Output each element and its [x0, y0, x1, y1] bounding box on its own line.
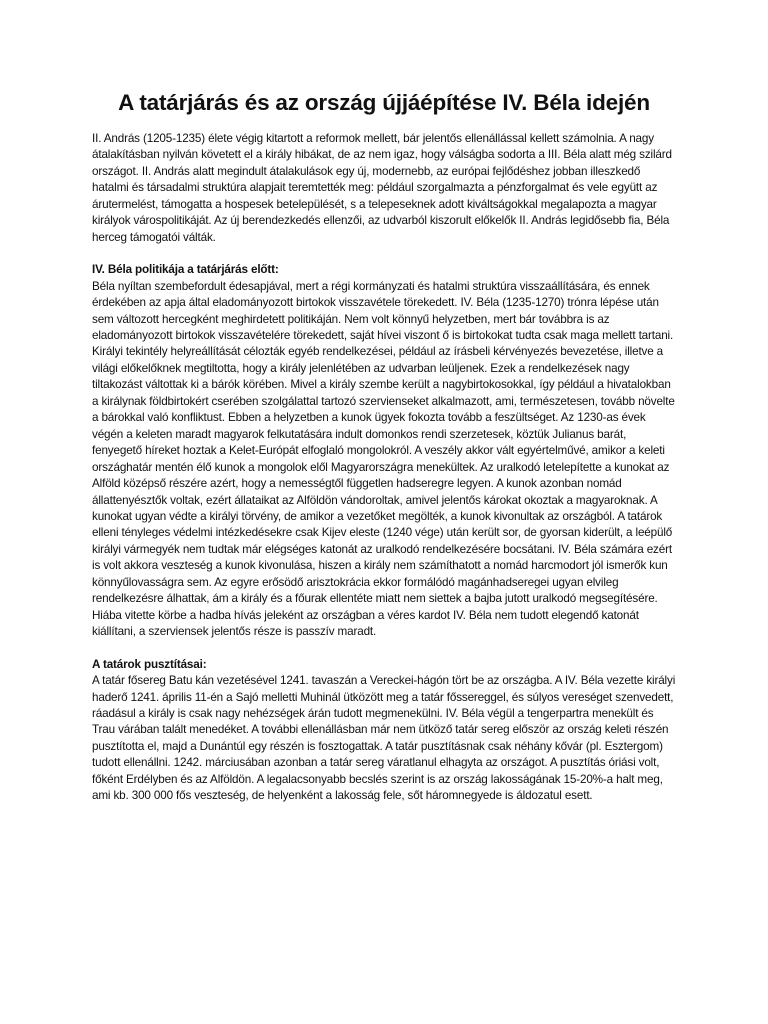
section-body: Béla nyíltan szembefordult édesapjával, mert a régi kormányzati és hatalmi struktúra visszaállítására, és ennek érdekében az apja által eladományozott birtokok visszavétele törekedett. IV. Béla (1235-1270) trónra lépése után sem változott hercegként meghirdetett politikáján. Nem volt könnyű helyzetben, mert bár továbbra is az eladományozott birtokok visszavételére törekedett, saját hívei viszont ő is birtokokat tudta csak maga mellett tartani. Királyi tekintély helyreállítását célozták egyéb rendelkezései, például az írásbeli kérvényezés bevezetése, illetve a világi előkelőknek megtiltotta, hogy a király jelenlétében az udvarban leüljenek. Ezek a rendelkezések nagy tiltakozást váltottak ki a bárók körében. Mivel a király szembe került a nagybirtokosokkal, így például a hivatalokban a királynak földbirtokért cserében szolgálattal tartozó szervienseket alkalmazott, ami, természetesen, tovább növelte a bárokkal való konfliktust. Ebben a helyzetben a kunok ügyek fokozta tovább a feszültséget. Az 1230-as évek végén a keleten maradt magyarok felkutatására indult domonkos rendi szerzetesek, köztük Julianus barát, fenyegető híreket hoztak a Kelet-Európát elfoglaló mongolokról. A veszély akkor vált egyértelművé, amikor a keleti országhatár mentén élő kunok a mongolok elől Magyarországra menekültek. Az uralkodó letelepítette a kunokat az Alföld középső részére azért, hogy a nemességtől független hadseregre legyen. A kunok azonban nomád állattenyésztők voltak, ezért állataikat az Alföldön vándoroltak, amivel jelentős károkat okoztak a magyaroknak. A kunokat ugyan védte a királyi törvény, de amikor a vezetőket megölték, a kunok kivonultak az országból. A tatárok elleni tényleges védelmi intézkedésekre csak Kijev eleste (1240 vége) után került sor, de gyorsan kiderült, a leépülő királyi vármegyék nem tudtak már elégséges katonát az uralkodó rendelkezésére bocsátani. IV. Béla számára ezért is volt akkora veszteség a kunok kivonulása, hiszen a király nem számíthatott a nomád harcmodort jól ismerők kun könnyűlovasságra sem. Az egyre erősödő arisztokrácia ekkor formálódó magánhadseregei ugyan elvileg rendelkezésre álhattak, ám a király és a főurak ellentéte miatt nem siettek a bajba jutott uralkodó megsegítésére. Hiába vitette körbe a hadba hívás jeleként az országban a véres kardot IV. Béla nem tudott elegendő katonát kiállítani, a szerviensek jelentős része is passzív maradt.: [92, 279, 675, 639]
document-page: [92, 88, 676, 821]
section-heading: A tatárok pusztításai:: [92, 657, 207, 671]
intro-paragraph: II. András (1205-1235) élete végig kitartott a reformok mellett, bár jelentős ellenállással kellett számolnia. A nagy átalakításban nyilván követett el a király hibákat, de az nem igaz, hogy válságba sodorta a III. Béla alatt még szilárd országot. II. András alatt megindult átalakulások egy új, modernebb, az európai fejlődéshez jobban illeszkedő hatalmi és társadalmi struktúra alapjait teremtették meg: például szorgalmazta a pénzforgalmat és vele együtt az árutermelést, támogatta a hospesek betelepülését, s a telepeseknek adott kiváltságokkal megalapozta a magyar királyok várospolitikáját. Az új berendezkedés ellenzői, az udvarból kiszorult előkelők II. András legidősebb fia, Béla herceg támogatói válták.: [92, 132, 672, 244]
section-heading: IV. Béla politikája a tatárjárás előtt:: [92, 263, 279, 277]
section-bela-politics: [92, 262, 676, 640]
section-tatar-destruction: [92, 657, 676, 805]
document-title: A tatárjárás és az ország újjáépítése IV. Béla idején: [118, 90, 650, 115]
section-body: A tatár fősereg Batu kán vezetésével 1241. tavaszán a Vereckei-hágón tört be az országba. A IV. Béla vezette királyi haderő 1241. április 11-én a Sajó melletti Muhinál ütközött meg a tatár főssereggel, és súlyos vereséget szenvedett, ráadásul a király is csak nagy nehézségek árán tudott megmenekülni. IV. Béla végül a tengerpartra menekült és Trau várában talált menedéket. A további ellenállásban már nem ütköző tatár sereg először az ország keleti részén pusztította el, majd a Dunántúl egy részén is fosztogattak. A tatár pusztításnak csak néhány kővár (pl. Esztergom) tudott ellenállni. 1242. márciusában azonban a tatár sereg váratlanul elhagyta az országot. A pusztítás óriási volt, főként Erdélyben és az Alföldön. A legalacsonyabb becslés szerint is az ország lakosságának 15-20%-a halt meg, ami kb. 300 000 fős veszteség, de helyenként a lakosság fele, sőt háromnegyede is áldozatul esett.: [92, 674, 676, 803]
